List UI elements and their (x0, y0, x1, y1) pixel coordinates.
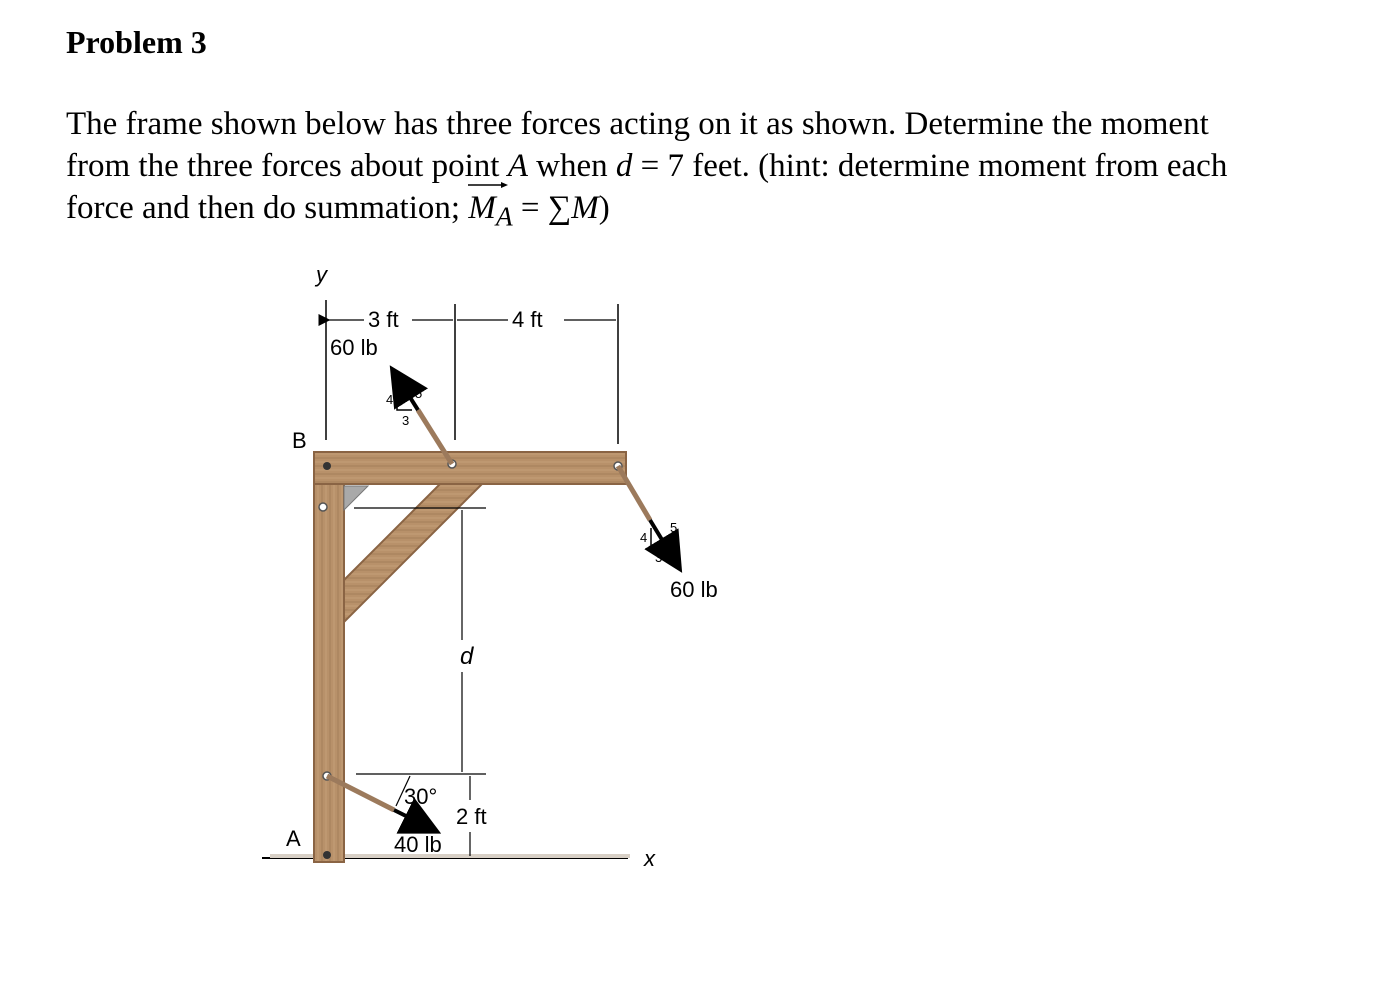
statement-text: when (527, 148, 616, 184)
point-b-label: B (292, 428, 307, 453)
moment-subscript: A (495, 200, 513, 232)
top-force-label: 60 lb (330, 335, 378, 360)
statement-text: from the three forces about point (66, 148, 508, 184)
bolt-a (323, 851, 331, 859)
statement-text: ) (598, 190, 610, 226)
dim-2ft-label: 2 ft (456, 804, 487, 829)
statement-text: force and then do summation; (66, 190, 469, 226)
angle-30-label: 30° (404, 784, 438, 809)
slope-top-h: 4 (386, 392, 394, 407)
right-force-label: 60 lb (670, 577, 718, 602)
vertical-post (314, 470, 344, 862)
d-variable: d (615, 148, 633, 184)
bottom-force-arrow (394, 810, 434, 830)
statement-text: = 7 feet. (hint: determine moment from each (632, 148, 1228, 184)
bolt-b (323, 462, 331, 470)
point-a-label: A (286, 826, 301, 851)
slope-right-v: 3 (655, 550, 663, 565)
point-a-symbol: A (507, 148, 528, 184)
eyelet-left (319, 503, 327, 511)
slope-top-hyp: 5 (415, 386, 423, 401)
problem-title: Problem 3 (66, 24, 207, 60)
dim-3ft-label: 3 ft (368, 307, 399, 332)
corner-gusset (344, 486, 368, 510)
slope-right-hyp: 5 (670, 520, 678, 535)
slope-top-v: 3 (402, 413, 410, 428)
x-axis-label: x (644, 846, 655, 871)
dim-4ft-label: 4 ft (512, 307, 543, 332)
moment-symbol: M (468, 190, 496, 226)
statement-text: = ∑ (512, 190, 572, 226)
dim-d-label: d (460, 643, 474, 670)
y-axis-label: y (316, 262, 327, 287)
diagonal-brace (344, 484, 482, 622)
bottom-force-label: 40 lb (394, 832, 442, 857)
right-force-cable (618, 466, 650, 520)
slope-right-h: 4 (640, 530, 648, 545)
sum-variable: M (571, 190, 599, 226)
horizontal-beam (314, 452, 626, 484)
statement-line-1: The frame shown below has three forces acting on it as shown. Determine the moment (66, 106, 1209, 142)
